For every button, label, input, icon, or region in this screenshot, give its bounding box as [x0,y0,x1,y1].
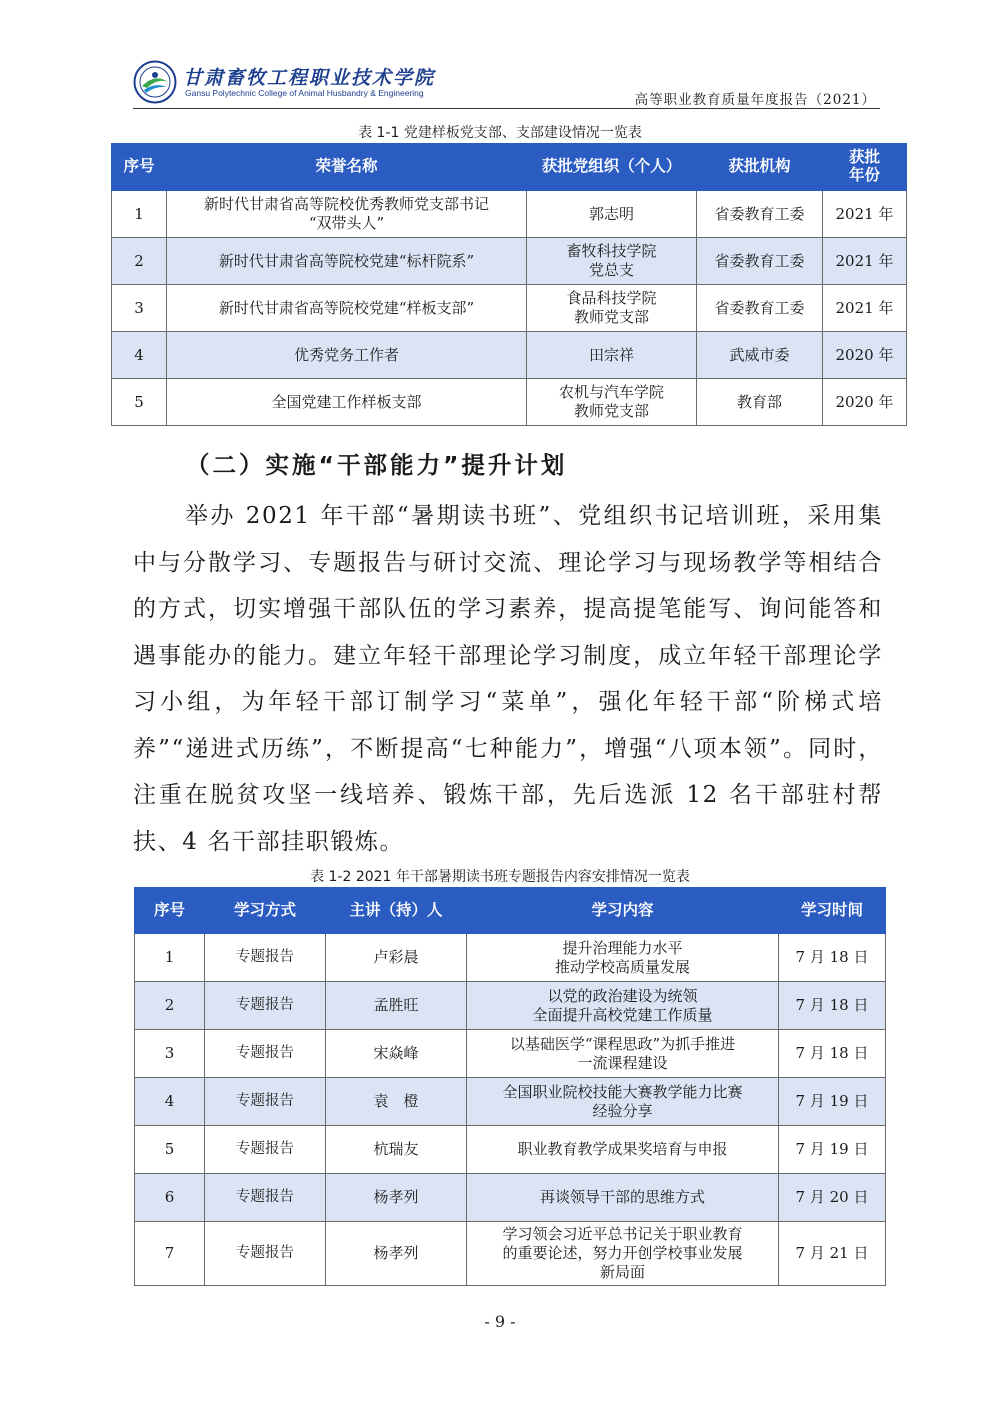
report-title: 高等职业教育质量年度报告（2021） [634,92,876,108]
table1-cell: 1 [112,191,167,238]
table1-caption: 表 1-1 党建样板党支部、支部建设情况一览表 [358,125,642,141]
table2-cell: 1 [135,934,205,982]
table2-cell: 卢彩晨 [326,934,467,982]
table2-header-row [135,888,886,934]
table2-cell: 杭瑞友 [326,1126,467,1174]
table2-cell: 7 月 21 日 [779,1222,886,1286]
table2-cell: 再谈领导干部的思维方式 [467,1174,779,1222]
table2-cell: 5 [135,1126,205,1174]
table2-cell: 全国职业院校技能大赛教学能力比赛 经验分享 [467,1078,779,1126]
table2-cell: 孟胜旺 [326,982,467,1030]
table2-cell: 以基础医学“课程思政”为抓手推进 一流课程建设 [467,1030,779,1078]
table1-cell: 食品科技学院 教师党支部 [527,285,697,332]
table2-cell: 职业教育教学成果奖培育与申报 [467,1126,779,1174]
table2-cell: 2 [135,982,205,1030]
table1-cell: 省委教育工委 [697,191,823,238]
table1-cell: 2020 年 [823,379,907,426]
page-header [133,58,880,109]
table1-cell: 新时代甘肃省高等院校优秀教师党支部书记 “双带头人” [167,191,527,238]
table1-row [112,191,907,238]
table1-cell: 田宗祥 [527,332,697,379]
table2-row [135,1126,886,1174]
table2-row [135,934,886,982]
table1-cell: 畜牧科技学院 党总支 [527,238,697,285]
table2-row [135,1030,886,1078]
table2-cell: 专题报告 [205,1030,326,1078]
body-paragraph: 举办 2021 年干部“暑期读书班”、党组织书记培训班，采用集中与分散学习、专题报告与研讨交流、理论学习与现场教学等相结合的方式，切实增强干部队伍的学习素养，提高提笔能写、询问能答和遇事能办的能力。建立年轻干部理论学习制度，成立年轻干部理论学习小组，为年轻干部订制学习“菜单”，强化年轻干部“阶梯式培养”“递进式历练”，不断提高“七种能力”，增强“八项本领”。同时，注重在脱贫攻坚一线培养、锻炼干部，先后选派 12 名干部驻村帮扶、4 名干部挂职锻炼。 [133,503,883,855]
table2-cell: 学习领会习近平总书记关于职业教育 的重要论述，努力开创学校事业发展 新局面 [467,1222,779,1286]
table1-header-cell: 序号 [112,144,167,191]
table2-cell: 7 月 18 日 [779,934,886,982]
table2-cell: 以党的政治建设为统领 全面提升高校党建工作质量 [467,982,779,1030]
table2-cell: 专题报告 [205,934,326,982]
table2-cell: 杨孝列 [326,1222,467,1286]
table2-body [135,934,886,1286]
section-heading: （二）实施“干部能力”提升计划 [186,451,568,479]
table1-cell: 5 [112,379,167,426]
table1-cell: 武威市委 [697,332,823,379]
table2-cell: 专题报告 [205,982,326,1030]
table2-row [135,1222,886,1286]
table1-cell: 新时代甘肃省高等院校党建“标杆院系” [167,238,527,285]
table1-header-cell: 荣誉名称 [167,144,527,191]
table2-cell: 7 月 20 日 [779,1174,886,1222]
school-name-cn: 甘肃畜牧工程职业技术学院 [183,67,436,89]
table2-cell: 7 月 18 日 [779,982,886,1030]
table1-header-row [112,144,907,191]
table1-cell: 省委教育工委 [697,238,823,285]
table1-row [112,238,907,285]
college-logo-icon [133,60,177,104]
table1-header-cell: 获批机构 [697,144,823,191]
table2-cell: 专题报告 [205,1174,326,1222]
table1 [111,143,907,426]
table1-cell: 2020 年 [823,332,907,379]
table2-header-cell: 学习内容 [467,888,779,934]
table1-cell: 全国党建工作样板支部 [167,379,527,426]
table2-caption: 表 1-2 2021 年干部暑期读书班专题报告内容安排情况一览表 [310,869,690,885]
table2-cell: 专题报告 [205,1078,326,1126]
table2-cell: 7 [135,1222,205,1286]
table2-cell: 7 月 19 日 [779,1078,886,1126]
table1-cell: 郭志明 [527,191,697,238]
table1-cell: 省委教育工委 [697,285,823,332]
table1-cell: 教育部 [697,379,823,426]
table1-cell: 4 [112,332,167,379]
school-name-en: Gansu Polytechnic College of Animal Husbandry & Engineering [185,88,424,98]
table2-cell: 4 [135,1078,205,1126]
table2-row [135,1078,886,1126]
table1-cell: 2 [112,238,167,285]
table2-cell: 杨孝列 [326,1174,467,1222]
table1-cell: 2021 年 [823,191,907,238]
table2-header-cell: 主讲（持）人 [326,888,467,934]
table1-header-cell: 获批党组织（个人） [527,144,697,191]
table2-row [135,982,886,1030]
table2 [134,887,886,1286]
table1-cell: 优秀党务工作者 [167,332,527,379]
table1-header-cell: 获批 年份 [823,144,907,191]
page-number: - 9 - [484,1312,516,1331]
table1-body [112,191,907,426]
table1-row [112,332,907,379]
table2-cell: 袁 橙 [326,1078,467,1126]
table2-header-cell: 学习方式 [205,888,326,934]
table2-cell: 7 月 18 日 [779,1030,886,1078]
table2-header-cell: 序号 [135,888,205,934]
table1-row [112,379,907,426]
table2-row [135,1174,886,1222]
table1-row [112,285,907,332]
table1-cell: 农机与汽车学院 教师党支部 [527,379,697,426]
table1-cell: 3 [112,285,167,332]
table1-cell: 2021 年 [823,238,907,285]
table2-cell: 专题报告 [205,1222,326,1286]
table1-cell: 2021 年 [823,285,907,332]
table2-cell: 专题报告 [205,1126,326,1174]
table2-cell: 7 月 19 日 [779,1126,886,1174]
table2-header-cell: 学习时间 [779,888,886,934]
table2-cell: 宋焱峰 [326,1030,467,1078]
table2-cell: 3 [135,1030,205,1078]
table2-cell: 提升治理能力水平 推动学校高质量发展 [467,934,779,982]
table1-cell: 新时代甘肃省高等院校党建“样板支部” [167,285,527,332]
table2-cell: 6 [135,1174,205,1222]
